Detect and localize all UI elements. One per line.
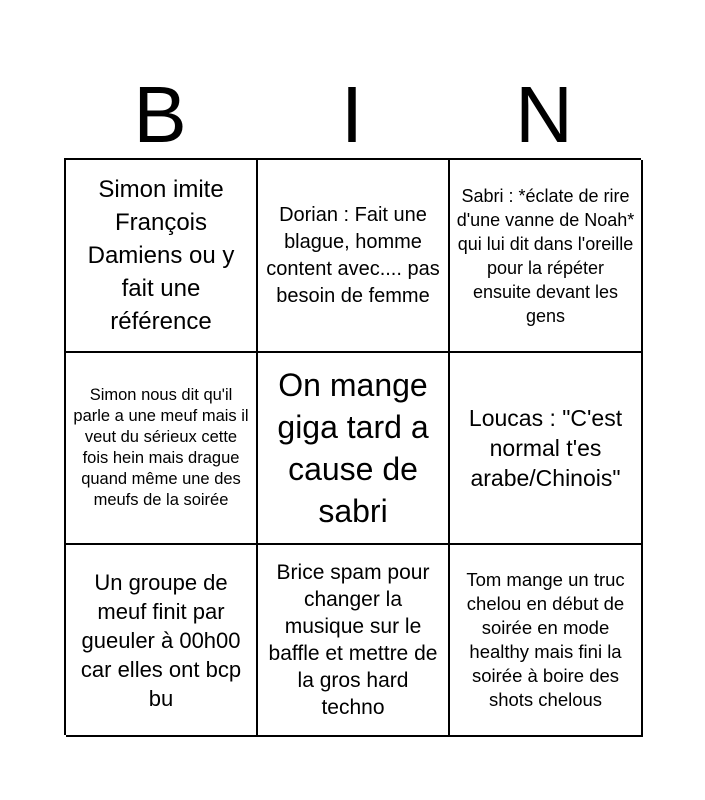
bingo-cell-text: Loucas : "C'est normal t'es arabe/Chinois" <box>468 405 623 491</box>
bingo-cell-r3c1[interactable] <box>66 545 258 737</box>
bingo-cell-text: Simon nous dit qu'il parle a une meuf mais il veut du sérieux cette fois hein mais drague quand même une des meufs de la soirée <box>73 386 249 509</box>
bingo-cell-r3c3[interactable] <box>450 545 643 737</box>
bingo-cell-r2c2[interactable] <box>258 353 450 545</box>
bingo-cell-text: Simon imite François Damiens ou y fait une référence <box>87 176 235 335</box>
bingo-grid <box>64 158 641 735</box>
bingo-cell-text: Brice spam pour changer la musique sur le baffle et mettre de la gros hard techno <box>268 561 438 719</box>
bingo-cell-text: Un groupe de meuf finit par gueuler à 00h00 car elles ont bcp bu <box>80 569 242 711</box>
bingo-cell-text: Tom mange un truc chelou en début de soirée en mode healthy mais fini la soirée à boire des shots chelous <box>466 569 625 710</box>
bingo-cell-r3c2[interactable] <box>258 545 450 737</box>
bingo-cell-r1c3[interactable] <box>450 160 643 353</box>
bingo-cell-r2c3[interactable] <box>450 353 643 545</box>
bingo-cell-text: Sabri : *éclate de rire d'une vanne de Noah* qui lui dit dans l'oreille pour la répéter ensuite devant les gens <box>456 185 635 326</box>
bingo-header-letter-n: N <box>515 70 573 159</box>
bingo-cell-text: Dorian : Fait une blague, homme content avec.... pas besoin de femme <box>266 203 440 307</box>
bingo-cell-r2c1[interactable] <box>66 353 258 545</box>
bingo-header-letter-i: I <box>340 70 364 159</box>
bingo-header-letter-b: B <box>133 70 187 159</box>
bingo-cell-r1c1[interactable] <box>66 160 258 353</box>
bingo-cell-r1c2[interactable] <box>258 160 450 353</box>
bingo-cell-text: On mange giga tard a cause de sabri <box>277 367 429 529</box>
